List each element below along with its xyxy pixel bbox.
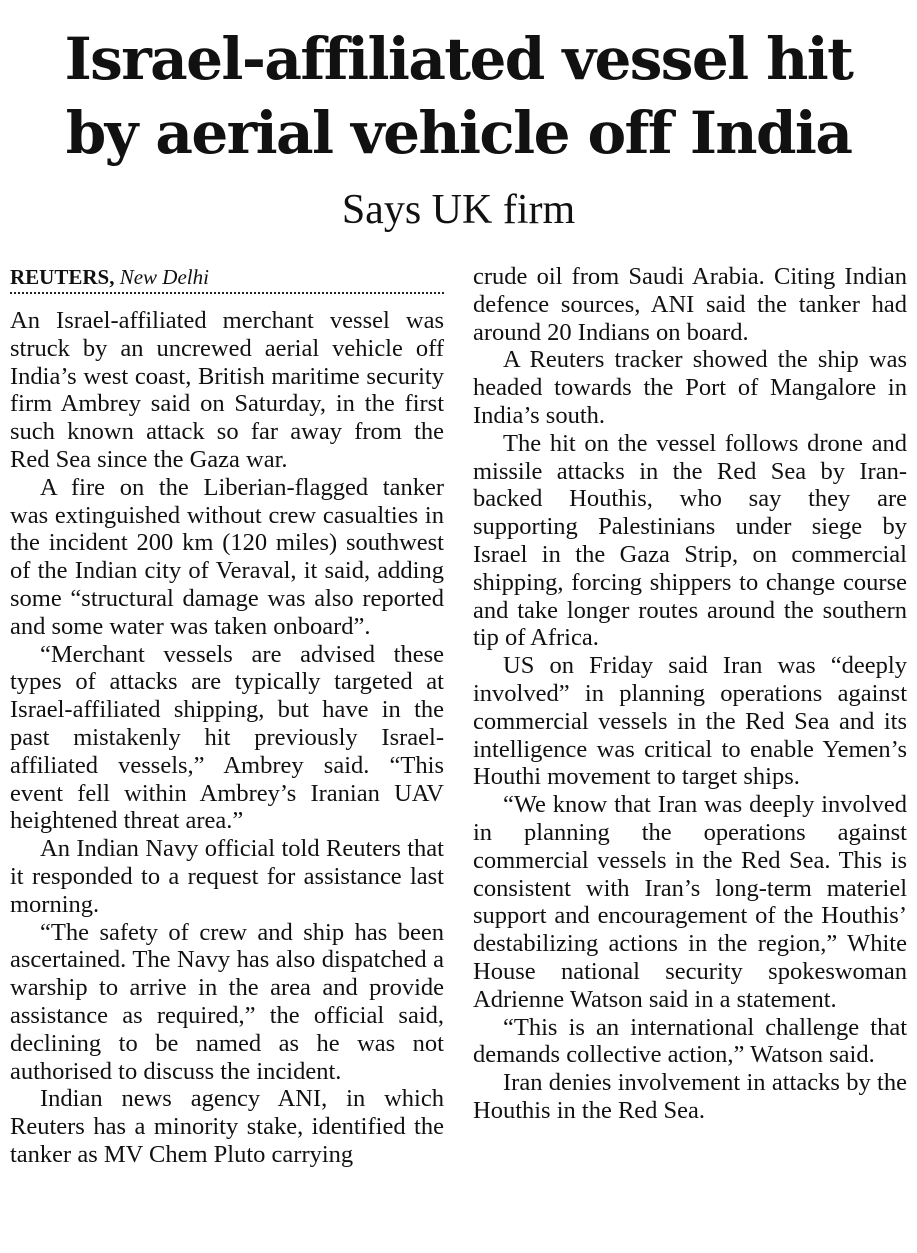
byline: [10, 262, 444, 294]
paragraph: “Merchant vessels are advised these types of attacks are typically targeted at Israel-affiliated shipping, but have in the past mistakenly hit previously Israel-affiliated vessels,” Ambrey said. “This event fell within Ambrey’s Iranian UAV heightened threat area.”: [10, 640, 444, 835]
paragraph: A Reuters tracker showed the ship was headed towards the Port of Mangalore in India’s south.: [473, 346, 907, 429]
byline-location: New Delhi: [119, 265, 209, 289]
paragraph: US on Friday said Iran was “deeply involved” in planning operations against commercial vessels in the Red Sea and its intelligence was critical to enable Yemen’s Houthi movement to target ships.: [473, 652, 907, 791]
paragraph: “The safety of crew and ship has been ascertained. The Navy has also dispatched a warship to arrive in the area and provide assistance as required,” the official said, declining to be named as he was not authorised to discuss the incident.: [10, 918, 444, 1085]
paragraph: Iran denies involvement in attacks by the Houthis in the Red Sea.: [473, 1069, 907, 1124]
paragraph: “This is an international challenge that demands collective action,” Watson said.: [473, 1013, 907, 1069]
paragraph-continued: crude oil from Saudi Arabia. Citing Indian defence sources, ANI said the tanker had around 20 Indians on board.: [473, 263, 907, 346]
paragraph: Indian news agency ANI, in which Reuters has a minority stake, identified the tanker as MV Chem Pluto carrying: [10, 1085, 444, 1168]
paragraph: The hit on the vessel follows drone and missile attacks in the Red Sea by Iran-backed Houthis, who say they are supporting Palestinians under siege by Israel in the Gaza Strip, on commercial shipping, forcing shippers to change course and take longer routes around the southern tip of Africa.: [473, 429, 907, 652]
headline-line-2: by aerial vehicle off India: [65, 99, 852, 167]
subheadline: Says UK firm: [341, 187, 576, 233]
headline-line-1: Israel-affiliated vessel hit: [64, 25, 853, 93]
paragraph: An Israel-affiliated merchant vessel was struck by an uncrewed aerial vehicle off India’s west coast, British maritime security firm Ambrey said on Saturday, in the first such known attack so far away from the Red Sea since the Gaza war.: [10, 307, 444, 473]
headline: [0, 22, 917, 170]
paragraph: An Indian Navy official told Reuters that it responded to a request for assistance last morning.: [10, 835, 444, 918]
article-column-right: [473, 263, 907, 1125]
paragraph: A fire on the Liberian-flagged tanker was extinguished without crew casualties in the incident 200 km (120 miles) southwest of the Indian city of Veraval, it said, adding some “structural damage was also reported and some water was taken onboard”.: [10, 473, 444, 640]
article-column-left: [10, 262, 444, 1169]
paragraph: “We know that Iran was deeply involved in planning the operations against commercial vessels in the Red Sea. This is consistent with Iran’s long-term materiel support and encouragement of the Houthis’ destabilizing actions in the region,” White House national security spokeswoman Adrienne Watson said in a statement.: [473, 791, 907, 1013]
byline-agency: REUTERS,: [10, 265, 115, 289]
